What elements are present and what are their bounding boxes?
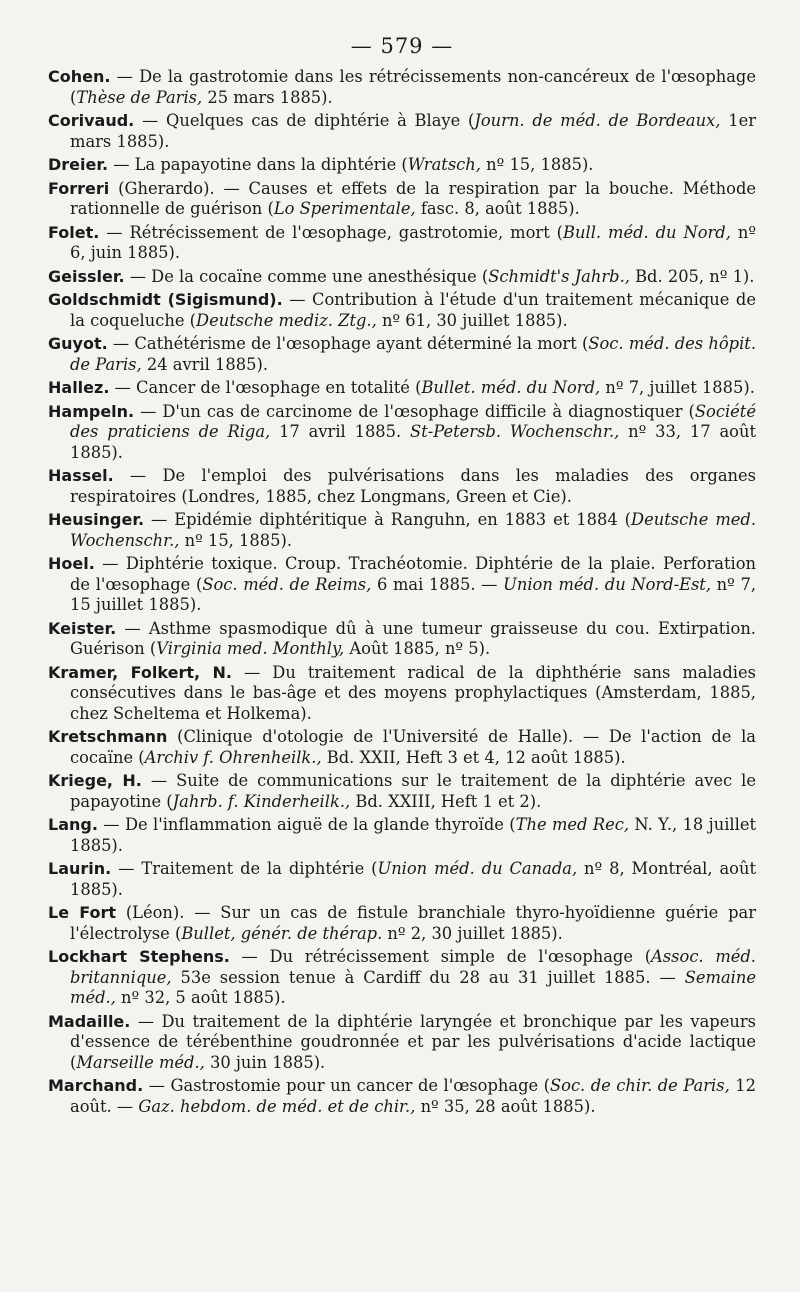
bibliography-entry <box>48 290 756 331</box>
entry-source: Semaine méd., <box>70 967 756 1007</box>
entry-text: — Du traitement radical de la diphthérie sans maladies consécutives dans le bas-âge et des moyens prophylactiques (Amsterdam, 1885, chez Scheltema et Holkema). <box>70 662 756 723</box>
entry-text: 17 avril 1885. <box>270 422 411 441</box>
entry-author: Hallez. <box>48 378 110 397</box>
bibliography-entry <box>48 554 756 616</box>
entry-text: — Du rétrécissement simple de l'œsophage ( <box>229 947 652 966</box>
entry-author: Le Fort <box>48 903 117 922</box>
entry-author: Lang. <box>48 815 98 834</box>
entry-author: Madaille. <box>48 1011 131 1031</box>
bibliography-entry <box>48 155 756 176</box>
entry-source: Soc. méd. de Reims, <box>202 574 372 594</box>
entry-text: — Traitement de la diphtérie ( <box>111 859 378 878</box>
entry-author: Hampeln. <box>48 401 135 421</box>
entry-source: Société des praticiens de Riga, <box>70 401 756 441</box>
bibliography-entry <box>48 663 756 725</box>
entry-author: Kriege, H. <box>48 771 142 790</box>
bibliography-entry <box>48 179 756 220</box>
entry-text: nº 7, juillet 1885). <box>600 378 755 397</box>
bibliography-entry <box>48 67 756 108</box>
entry-text: — Rétrécissement de l'œsophage, gastrotomie, mort ( <box>99 222 564 242</box>
entry-author: Dreier. <box>48 155 109 174</box>
bibliography-entry <box>48 402 756 464</box>
entry-author: Lockhart Stephens. <box>48 947 230 966</box>
entry-text: nº 61, 30 juillet 1885). <box>376 310 568 330</box>
entry-text: N. Y., 18 juillet 1885). <box>70 815 756 855</box>
entry-text: Bd. XXII, Heft 3 et 4, 12 août 1885). <box>321 747 626 767</box>
entry-text: — De la gastrotomie dans les rétrécissements non-cancéreux de l'œsophage ( <box>70 67 756 107</box>
entry-author: Hassel. <box>48 466 114 485</box>
entry-text: (Gherardo). — Causes et effets de la respiration par la bouche. Méthode rationnelle de guérison ( <box>70 178 756 218</box>
entry-author: Corivaud. <box>48 111 135 130</box>
entry-text: — De l'emploi des pulvérisations dans les maladies des organes respiratoires (Londres, 1885, chez Longmans, Green et Cie). <box>70 466 756 506</box>
bibliography-entry <box>48 903 756 944</box>
entry-text: 25 mars 1885). <box>202 87 333 107</box>
entry-text: — D'un cas de carcinome de l'œsophage difficile à diagnostiquer ( <box>134 401 695 421</box>
entry-author: Forreri <box>48 178 110 198</box>
entry-source: Bull. méd. du Nord, <box>563 222 731 242</box>
entry-text: — Diphtérie toxique. Croup. Trachéotomie. Diphtérie de la plaie. Perforation de l'œsophage ( <box>70 554 756 594</box>
entry-text: nº 6, juin 1885). <box>70 222 757 262</box>
entry-source: Bullet, génér. de thérap. <box>181 923 383 943</box>
entry-text: Bd. 205, nº 1). <box>629 266 755 286</box>
bibliography-entry <box>48 727 756 768</box>
entry-text: fasc. 8, août 1885). <box>415 199 580 218</box>
entry-text: nº 32, 5 août 1885). <box>115 988 286 1007</box>
entry-text: — Gastrostomie pour un cancer de l'œsophage ( <box>143 1076 550 1095</box>
entry-source: Wratsch, <box>407 155 481 174</box>
entry-text: — Cathétérisme de l'œsophage ayant déterminé la mort ( <box>107 334 589 353</box>
entry-author: Marchand. <box>48 1076 144 1095</box>
entry-text: 1er mars 1885). <box>70 111 756 151</box>
bibliography-entry <box>48 947 756 1009</box>
entry-author: Guyot. <box>48 334 108 353</box>
entry-text: nº 15, 1885). <box>480 155 594 174</box>
entry-source: Thèse de Paris, <box>76 87 203 107</box>
entry-author: Goldschmidt (Sigismund). <box>48 290 283 309</box>
bibliography-entry <box>48 334 756 375</box>
bibliography-entry <box>48 223 756 264</box>
bibliography-entry <box>48 815 756 856</box>
bibliography-entry <box>48 859 756 900</box>
entry-source: Assoc. méd. britannique, <box>70 947 756 987</box>
entry-text: 53e session tenue à Cardiff du 28 au 31 juillet 1885. — <box>171 967 685 987</box>
entry-source: Deutsche mediz. Ztg., <box>196 310 377 330</box>
entry-source: Lo Sperimentale, <box>273 199 416 218</box>
entry-source: Union méd. du Nord-Est, <box>503 574 712 594</box>
entry-text: 24 avril 1885). <box>141 354 268 374</box>
bibliography-entry <box>48 378 756 399</box>
entry-author: Folet. <box>48 222 100 242</box>
entry-text: (Léon). — Sur un cas de fistule branchiale thyro-hyoïdienne guérie par l'électrolyse ( <box>70 903 756 943</box>
bibliography-entry <box>48 1076 756 1117</box>
entry-source: Jahrb. f. Kinderheilk., <box>172 791 351 811</box>
bibliography-list <box>48 67 756 1117</box>
entry-text: — Epidémie diphtéritique à Ranguhn, en 1883 et 1884 ( <box>144 510 632 529</box>
entry-author: Keister. <box>48 618 117 638</box>
bibliography-entry <box>48 111 756 152</box>
entry-text: nº 2, 30 juillet 1885). <box>382 923 563 943</box>
entry-author: Kramer, Folkert, N. <box>48 662 232 682</box>
entry-text: — Contribution à l'étude d'un traitement mécanique de la coqueluche ( <box>70 290 756 330</box>
entry-text: 6 mai 1885. — <box>371 574 504 594</box>
entry-source: Marseille méd., <box>76 1052 205 1072</box>
entry-text: — De l'inflammation aiguë de la glande thyroïde ( <box>97 815 516 834</box>
bibliography-entry <box>48 466 756 507</box>
entry-source: Journ. de méd. de Bordeaux, <box>474 111 721 130</box>
entry-text: nº 15, 1885). <box>179 530 292 550</box>
entry-author: Kretschmann <box>48 727 168 746</box>
entry-source: Gaz. hebdom. de méd. et de chir., <box>138 1096 416 1116</box>
bibliography-entry <box>48 267 756 288</box>
entry-author: Hoel. <box>48 554 95 573</box>
entry-text: nº 7, 15 juillet 1885). <box>70 574 756 614</box>
bibliography-entry <box>48 510 756 551</box>
entry-source: The med Rec, <box>515 815 630 834</box>
entry-source: Soc. méd. des hôpit. de Paris, <box>70 334 756 374</box>
entry-text: — De la cocaïne comme une anesthésique ( <box>124 266 489 286</box>
entry-text: — Quelques cas de diphtérie à Blaye ( <box>134 111 475 130</box>
entry-text: 12 août. — <box>70 1076 756 1116</box>
bibliography-entry <box>48 1012 756 1074</box>
entry-source: Deutsche med. Wochenschr., <box>70 510 756 550</box>
entry-text: 30 juin 1885). <box>204 1052 326 1072</box>
bibliography-entry <box>48 771 756 812</box>
entry-text: — Suite de communications sur le traitement de la diphtérie avec le papayotine ( <box>70 771 756 811</box>
page-number: — 579 — <box>350 34 454 58</box>
entry-source: Bullet. méd. du Nord, <box>421 378 601 397</box>
entry-author: Laurin. <box>48 859 112 878</box>
entry-text: Bd. XXIII, Heft 1 et 2). <box>350 791 542 811</box>
entry-source: Soc. de chir. de Paris, <box>549 1076 730 1095</box>
entry-text: (Clinique d'otologie de l'Université de Halle). — De l'action de la cocaïne ( <box>70 727 756 767</box>
entry-source: Virginia med. Monthly, <box>156 639 345 658</box>
entry-text: — Asthme spasmodique dû à une tumeur graisseuse du cou. Extirpation. Guérison ( <box>70 618 756 658</box>
bibliography-entry <box>48 619 756 660</box>
entry-source: Schmidt's Jahrb., <box>488 266 630 286</box>
entry-text: nº 8, Montréal, août 1885). <box>70 859 756 899</box>
entry-text: — La papayotine dans la diphtérie ( <box>108 155 408 174</box>
entry-source: St-Petersb. Wochenschr., <box>410 422 620 441</box>
entry-text: — Du traitement de la diphtérie laryngée et bronchique par les vapeurs d'essence de térébenthine goudronnée et par les pulvérisations d'acide lactique ( <box>70 1011 756 1072</box>
entry-text: nº 33, 17 août 1885). <box>70 422 756 462</box>
entry-author: Heusinger. <box>48 510 145 529</box>
entry-text: Août 1885, nº 5). <box>344 639 491 658</box>
entry-author: Cohen. <box>48 67 111 86</box>
entry-author: Geissler. <box>48 266 125 286</box>
entry-text: — Cancer de l'œsophage en totalité ( <box>109 378 422 397</box>
entry-source: Archiv f. Ohrenheilk., <box>144 747 322 767</box>
entry-source: Union méd. du Canada, <box>377 859 578 878</box>
entry-text: nº 35, 28 août 1885). <box>415 1096 596 1116</box>
